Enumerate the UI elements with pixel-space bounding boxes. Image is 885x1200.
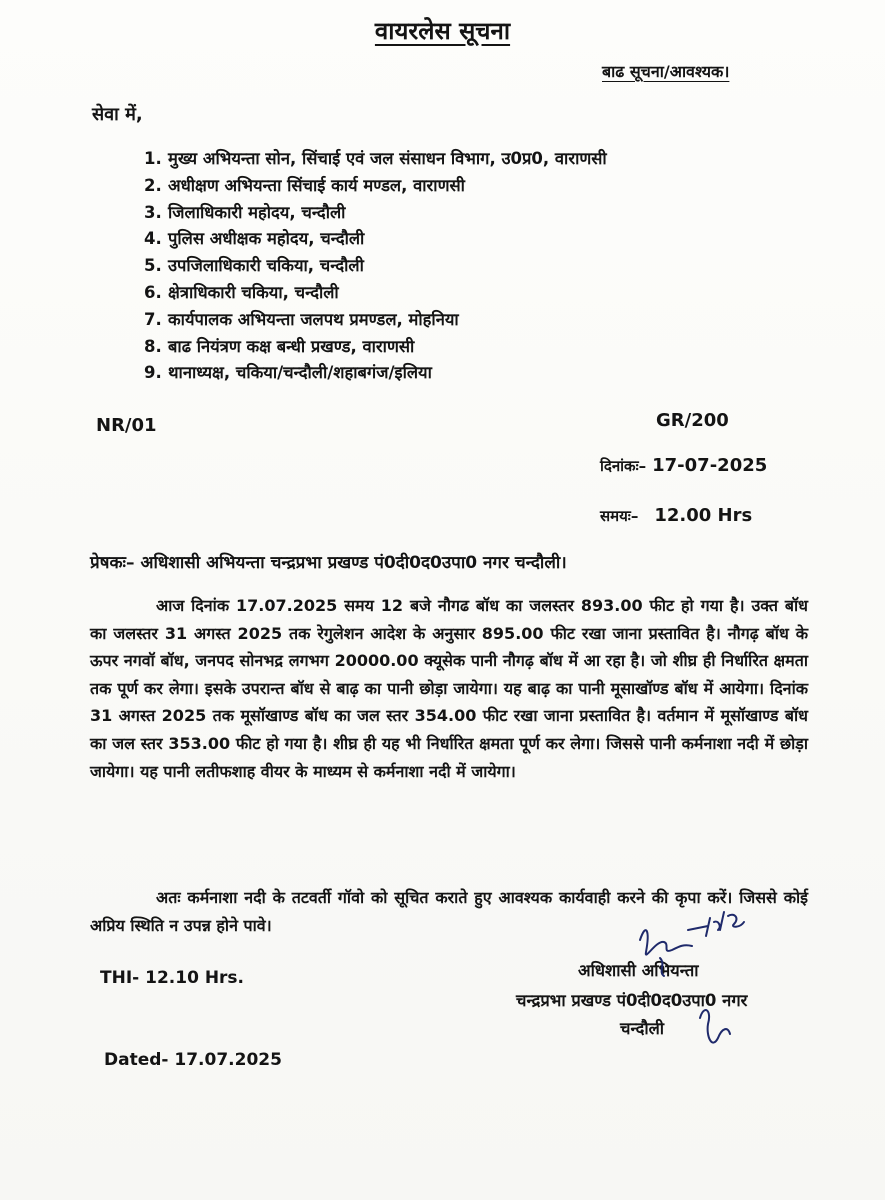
time-value: 12.00 Hrs (654, 505, 753, 526)
nr-reference: NR/01 (96, 415, 157, 436)
time-label: समयः– (600, 507, 639, 525)
signatory-office: चन्द्रप्रभा प्रखण्ड पं0दी0द0उपा0 नगर (516, 991, 748, 1010)
sender-label: प्रेषकः– (90, 553, 135, 573)
date-value: 17-07-2025 (652, 455, 768, 476)
recipient-item: 9. थानाध्यक्ष, चकिया/चन्दौली/शहाबगंज/इलिया (144, 363, 432, 383)
document-heading: वायरलेस सूचना (374, 17, 511, 45)
recipient-item: 3. जिलाधिकारी महोदय, चन्दौली (144, 202, 346, 222)
recipient-item: 1. मुख्य अभियन्ता सोन, सिंचाई एवं जल संसाधन विभाग, उ0प्र0, वाराणसी (144, 149, 607, 168)
recipient-item: 4. पुलिस अधीक्षक महोदय, चन्दौली (144, 229, 365, 249)
body-paragraph-1: आज दिनांक 17.07.2025 समय 12 बजे नौगढ बॉध का जलस्तर 893.00 फीट हो गया है। उक्त बॉध का जलस्तर 31 अगस्त 2025 तक रेगुलेशन आदेश के अनुसार 895.00 फीट रखा जाना प्रस्तावित है। नौगढ़ बॉध के ऊपर नगवॉ बॉध, जनपद सोनभद्र लगभग 20000.00 क्यूसेक पानी नौगढ़ बॉध में आ रहा है। जो शीघ्र ही निर्धारित क्षमता तक पूर्ण कर लेगा। इसके उपरान्त बॉध से बाढ़ का पानी छोड़ा जायेगा। यह बाढ़ का पानी मूसाखॉण्ड बॉध में आयेगा। दिनांक 31 अगस्त 2025 तक मूसॉखाण्ड बॉध का जल स्तर 354.00 फीट रखा जाना प्रस्तावित है। वर्तमान में मूसॉखाण्ड बॉध का जल स्तर 353.00 फीट हो गया है। शीघ्र ही यह भी निर्धारित क्षमता पूर्ण कर लेगा। जिससे पानी कर्मनाशा नदी में छोड़ा जायेगा। यह पानी लतीफशाह वीयर के माध्यम से कर्मनाशा नदी में जायेगा। (90, 596, 808, 781)
urgency-label: बाढ सूचना/आवश्यक। (602, 62, 730, 81)
recipient-item: 8. बाढ नियंत्रण कक्ष बन्धी प्रखण्ड, वाराणसी (144, 336, 415, 356)
handwritten-signature (600, 900, 820, 1060)
date-label: दिनांकः– (600, 457, 647, 475)
body-paragraph-2: अतः कर्मनाशा नदी के तटवर्ती गॉवो को सूचित कराते हुए आवश्यक कार्यवाही करने की कृपा करें। जिससे कोई अप्रिय स्थिति न उपन्न होने पावे। (90, 888, 808, 935)
salutation: सेवा में, (92, 104, 143, 125)
sender-line (90, 550, 567, 573)
recipient-item: 6. क्षेत्राधिकारी चकिया, चन्दौली (144, 282, 339, 302)
sender-text: अधिशासी अभियन्ता चन्द्रप्रभा प्रखण्ड पं0दी0द0उपा0 नगर चन्दौली। (140, 553, 567, 573)
recipient-item: 5. उपजिलाधिकारी चकिया, चन्दौली (144, 256, 364, 276)
gr-reference: GR/200 (656, 410, 729, 431)
recipient-item: 2. अधीक्षण अभियन्ता सिंचाई कार्य मण्डल, वाराणसी (144, 175, 465, 195)
recipient-list (144, 146, 607, 387)
dated-line: Dated- 17.07.2025 (104, 1050, 282, 1070)
thi-time: THI- 12.10 Hrs. (100, 968, 245, 988)
date-field (600, 455, 767, 476)
recipient-item: 7. कार्यपालक अभियन्ता जलपथ प्रमण्डल, मोहनिया (144, 309, 459, 329)
time-field (600, 505, 752, 526)
signatory-district: चन्दौली (620, 1019, 665, 1038)
signatory-title: अधिशासी अभियन्ता (578, 961, 699, 980)
